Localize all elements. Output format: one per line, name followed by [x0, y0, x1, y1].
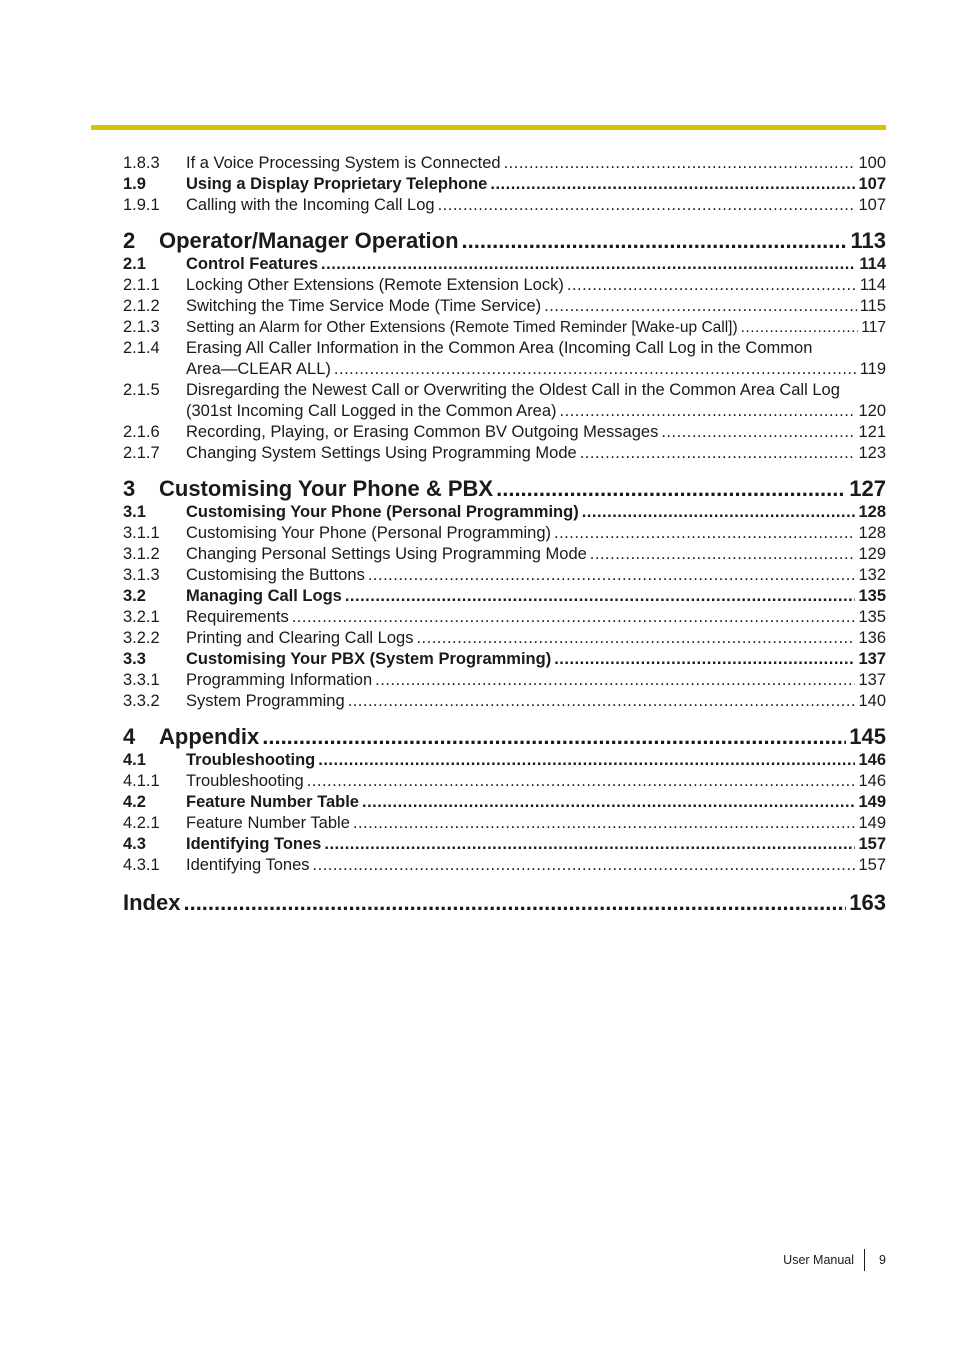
dot-leader: [496, 476, 846, 502]
dot-leader: [462, 228, 848, 254]
header-accent-bar: [91, 125, 886, 130]
entry-page-number: 157: [858, 835, 886, 853]
entry-page-number: 149: [858, 793, 886, 811]
entry-title-line: [186, 296, 886, 317]
entry-title: Using a Display Proprietary Telephone: [186, 175, 488, 193]
entry-page-number: 128: [858, 524, 886, 542]
entry-page-number: 129: [858, 545, 886, 563]
entry-number: 1.8.3: [123, 154, 160, 172]
entry-title-line: [186, 691, 886, 712]
table-of-contents: [123, 153, 886, 916]
chapter-page-number: 127: [849, 476, 886, 501]
dot-leader: [580, 443, 856, 464]
dot-leader: [544, 296, 857, 317]
dot-leader: [334, 359, 857, 380]
entry-number: 2.1: [123, 255, 146, 273]
chapter-title: Index: [123, 890, 181, 915]
entry-title-line: [186, 813, 886, 834]
entry-page-number: 107: [858, 175, 886, 193]
entry-body: [186, 317, 886, 338]
entry-title-line: [186, 195, 886, 216]
entry-number: 3.3.2: [123, 692, 160, 710]
entry-page-number: 100: [858, 154, 886, 172]
entry-number: 3.2.1: [123, 608, 160, 626]
entry-page-number: 157: [858, 856, 886, 874]
entry-title-line: [186, 523, 886, 544]
entry-title: Printing and Clearing Call Logs: [186, 629, 414, 647]
toc-subsection-entry[interactable]: [123, 275, 886, 296]
entry-title: Calling with the Incoming Call Log: [186, 196, 435, 214]
toc-subsection-entry[interactable]: [123, 338, 886, 380]
entry-number: 4.3: [123, 835, 146, 853]
dot-leader: [318, 750, 855, 771]
entry-title-line: [186, 855, 886, 876]
entry-title: Feature Number Table: [186, 793, 359, 811]
dot-leader: [416, 628, 855, 649]
entry-page-number: 146: [858, 772, 886, 790]
entry-title-line: [186, 153, 886, 174]
entry-body: [186, 275, 886, 296]
chapter-page-number: 163: [849, 890, 886, 915]
entry-title-continued: (301st Incoming Call Logged in the Common Area): [186, 402, 557, 420]
entry-body: [186, 607, 886, 628]
toc-subsection-entry[interactable]: [123, 443, 886, 464]
entry-body: [186, 792, 886, 813]
entry-number: 4.1: [123, 751, 146, 769]
entry-body: [186, 443, 886, 464]
dot-leader: [504, 153, 856, 174]
toc-subsection-entry[interactable]: [123, 317, 886, 338]
entry-body: [186, 649, 886, 670]
entry-number: 4.3.1: [123, 856, 160, 874]
entry-body: [186, 855, 886, 876]
entry-title: Managing Call Logs: [186, 587, 342, 605]
toc-subsection-entry[interactable]: [123, 153, 886, 174]
entry-number: 2.1.1: [123, 276, 160, 294]
chapter-number: 4: [123, 724, 136, 749]
toc-section-entry[interactable]: [123, 174, 886, 195]
entry-number: 3.2.2: [123, 629, 160, 647]
toc-subsection-entry[interactable]: [123, 670, 886, 691]
entry-title-line: [186, 544, 886, 565]
entry-page-number: 137: [858, 650, 886, 668]
footer-divider: [864, 1249, 865, 1271]
entry-number: 4.2: [123, 793, 146, 811]
entry-number: 3.2: [123, 587, 146, 605]
entry-page-number: 137: [858, 671, 886, 689]
chapter-number: 2: [123, 228, 136, 253]
toc-section-entry[interactable]: [123, 834, 886, 855]
entry-title-line: [186, 275, 886, 296]
dot-leader: [262, 724, 846, 750]
page-number: 9: [879, 1253, 886, 1267]
entry-title: Troubleshooting: [186, 751, 316, 769]
entry-page-number: 119: [859, 360, 886, 378]
entry-title-line: [186, 670, 886, 691]
toc-chapter-entry[interactable]: [123, 228, 886, 254]
entry-number: 3.1.3: [123, 566, 160, 584]
dot-leader: [438, 195, 856, 216]
entry-body: [186, 296, 886, 317]
toc-section-entry[interactable]: [123, 649, 886, 670]
entry-title: Identifying Tones: [186, 856, 310, 874]
entry-page-number: 107: [858, 196, 886, 214]
entry-body: [186, 174, 886, 195]
entry-title: Troubleshooting: [186, 772, 304, 790]
entry-page-number: 114: [859, 276, 886, 294]
toc-section-entry[interactable]: [123, 792, 886, 813]
entry-body: [186, 834, 886, 855]
page-footer: [783, 1249, 886, 1271]
entry-title: Requirements: [186, 608, 289, 626]
entry-number: 4.1.1: [123, 772, 160, 790]
entry-number: 3.3.1: [123, 671, 160, 689]
entry-number: 2.1.2: [123, 297, 160, 315]
toc-index-entry[interactable]: [123, 890, 886, 916]
entry-title-line: [186, 317, 886, 338]
dot-leader: [313, 855, 856, 876]
entry-title-line: [186, 586, 886, 607]
toc-subsection-entry[interactable]: [123, 855, 886, 876]
entry-title: Customising Your Phone (Personal Programming): [186, 503, 579, 521]
entry-title: Feature Number Table: [186, 814, 350, 832]
entry-title: Switching the Time Service Mode (Time Service): [186, 297, 542, 315]
dot-leader: [324, 834, 855, 855]
entry-title: Changing Personal Settings Using Programming Mode: [186, 545, 587, 563]
dot-leader: [582, 502, 856, 523]
entry-body: [186, 338, 886, 380]
chapter-title: Customising Your Phone & PBX: [159, 476, 494, 501]
entry-title-line: [186, 607, 886, 628]
entry-page-number: 115: [859, 297, 886, 315]
entry-page-number: 120: [858, 402, 886, 420]
dot-leader: [661, 422, 855, 443]
toc-section-entry[interactable]: [123, 254, 886, 275]
entry-number: 2.1.7: [123, 444, 160, 462]
entry-title-line: [186, 359, 886, 380]
toc-chapter-entry[interactable]: [123, 724, 886, 750]
dot-leader: [307, 771, 856, 792]
entry-title-line: [186, 792, 886, 813]
entry-title-line: [186, 443, 886, 464]
dot-leader: [292, 607, 856, 628]
toc-subsection-entry[interactable]: [123, 296, 886, 317]
entry-page-number: 140: [858, 692, 886, 710]
entry-number: 2.1.4: [123, 339, 160, 357]
entry-page-number: 121: [858, 423, 886, 441]
entry-number: 3.1: [123, 503, 146, 521]
entry-body: [186, 813, 886, 834]
entry-page-number: 114: [859, 255, 886, 273]
entry-title-line: [186, 565, 886, 586]
entry-title: Customising the Buttons: [186, 566, 365, 584]
toc-subsection-entry[interactable]: [123, 771, 886, 792]
entry-body: [186, 544, 886, 565]
toc-subsection-entry[interactable]: [123, 195, 886, 216]
dot-leader: [362, 792, 855, 813]
entry-title-line: [186, 771, 886, 792]
entry-title-line: [186, 649, 886, 670]
entry-number: 1.9.1: [123, 196, 160, 214]
entry-body: [186, 153, 886, 174]
entry-body: [186, 670, 886, 691]
entry-title: Control Features: [186, 255, 319, 273]
entry-title-line: [186, 834, 886, 855]
toc-subsection-entry[interactable]: [123, 565, 886, 586]
entry-title: Erasing All Caller Information in the Common Area (Incoming Call Log in the Common: [186, 339, 813, 357]
entry-title: Customising Your Phone (Personal Programming): [186, 524, 552, 542]
toc-section-entry[interactable]: [123, 502, 886, 523]
entry-title: Customising Your PBX (System Programming): [186, 650, 552, 668]
dot-leader: [560, 401, 856, 422]
entry-page-number: 149: [858, 814, 886, 832]
entry-body: [186, 586, 886, 607]
entry-title-line: [186, 401, 886, 422]
entry-page-number: 132: [858, 566, 886, 584]
chapter-page-number: 145: [849, 724, 886, 749]
dot-leader: [490, 174, 855, 195]
entry-body: [186, 628, 886, 649]
toc-subsection-entry[interactable]: [123, 544, 886, 565]
entry-title: Programming Information: [186, 671, 373, 689]
entry-body: [186, 195, 886, 216]
dot-leader: [741, 317, 859, 338]
dot-leader: [348, 691, 856, 712]
entry-title: Disregarding the Newest Call or Overwriting the Oldest Call in the Common Area Call Log: [186, 381, 840, 399]
dot-leader: [321, 254, 856, 275]
entry-body: [186, 750, 886, 771]
toc-subsection-entry[interactable]: [123, 422, 886, 443]
entry-page-number: 128: [858, 503, 886, 521]
toc-subsection-entry[interactable]: [123, 607, 886, 628]
chapter-page-number: 113: [850, 228, 886, 253]
toc-subsection-entry[interactable]: [123, 691, 886, 712]
chapter-number: 3: [123, 476, 136, 501]
entry-title-line: [186, 174, 886, 195]
dot-leader: [590, 544, 856, 565]
entry-title: Changing System Settings Using Programming Mode: [186, 444, 577, 462]
entry-number: 2.1.3: [123, 318, 160, 336]
entry-title-line: [186, 628, 886, 649]
entry-body: [186, 502, 886, 523]
entry-title-continued: Area—CLEAR ALL): [186, 360, 331, 378]
entry-title: Setting an Alarm for Other Extensions (Remote Timed Reminder [Wake-up Call]): [186, 319, 738, 336]
toc-subsection-entry[interactable]: [123, 380, 886, 422]
dot-leader: [368, 565, 856, 586]
entry-number: 2.1.5: [123, 381, 160, 399]
entry-body: [186, 691, 886, 712]
entry-title-line: [186, 750, 886, 771]
entry-page-number: 123: [858, 444, 886, 462]
toc-subsection-entry[interactable]: [123, 813, 886, 834]
entry-body: [186, 771, 886, 792]
toc-section-entry[interactable]: [123, 586, 886, 607]
entry-title-line: [186, 254, 886, 275]
entry-number: 2.1.6: [123, 423, 160, 441]
toc-subsection-entry[interactable]: [123, 523, 886, 544]
entry-body: [186, 254, 886, 275]
footer-label: User Manual: [783, 1253, 855, 1267]
chapter-title: Operator/Manager Operation: [159, 228, 459, 253]
entry-title: Recording, Playing, or Erasing Common BV Outgoing Messages: [186, 423, 659, 441]
entry-number: 4.2.1: [123, 814, 160, 832]
entry-body: [186, 422, 886, 443]
dot-leader: [567, 275, 857, 296]
dot-leader: [353, 813, 856, 834]
entry-page-number: 135: [858, 608, 886, 626]
dot-leader: [375, 670, 855, 691]
entry-number: 1.9: [123, 175, 146, 193]
chapter-title: Appendix: [159, 724, 260, 749]
entry-title: If a Voice Processing System is Connected: [186, 154, 501, 172]
entry-page-number: 117: [861, 319, 886, 336]
entry-number: 3.1.2: [123, 545, 160, 563]
entry-body: [186, 523, 886, 544]
entry-title: System Programming: [186, 692, 345, 710]
entry-number: 3.3: [123, 650, 146, 668]
entry-page-number: 135: [858, 587, 886, 605]
dot-leader: [183, 890, 846, 916]
entry-page-number: 146: [858, 751, 886, 769]
dot-leader: [554, 649, 855, 670]
entry-title-line: [186, 502, 886, 523]
dot-leader: [554, 523, 855, 544]
entry-title: Locking Other Extensions (Remote Extension Lock): [186, 276, 564, 294]
entry-number: 3.1.1: [123, 524, 160, 542]
toc-section-entry[interactable]: [123, 750, 886, 771]
toc-chapter-entry[interactable]: [123, 476, 886, 502]
entry-body: [186, 380, 886, 422]
entry-title: Identifying Tones: [186, 835, 322, 853]
dot-leader: [345, 586, 856, 607]
toc-subsection-entry[interactable]: [123, 628, 886, 649]
entry-title-line: [186, 422, 886, 443]
entry-body: [186, 565, 886, 586]
entry-page-number: 136: [858, 629, 886, 647]
